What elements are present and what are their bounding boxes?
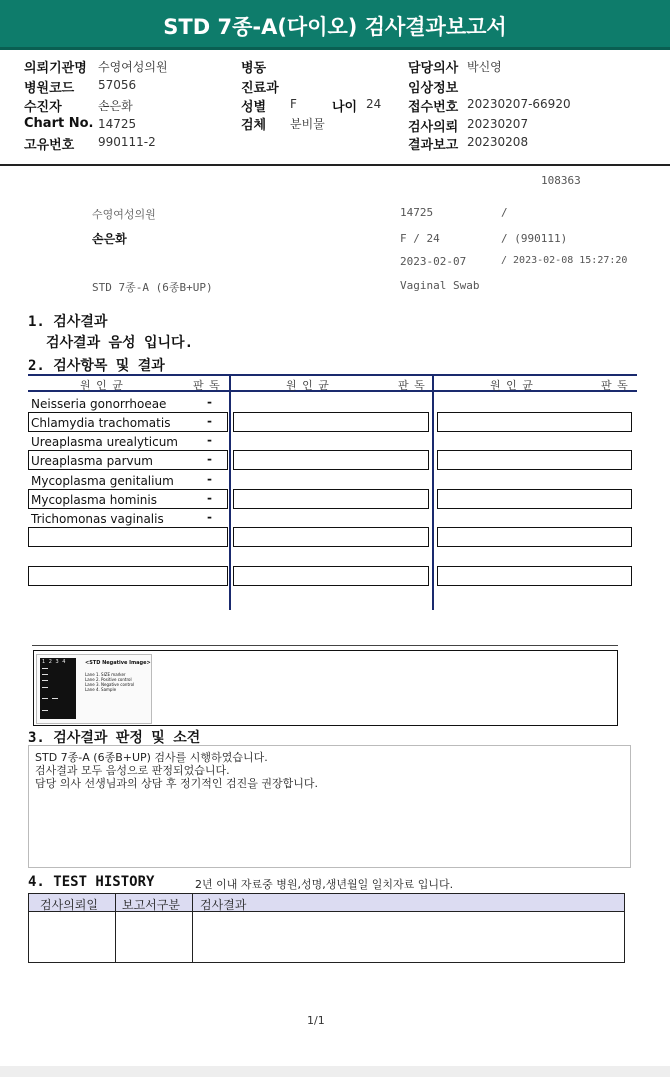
doctor-value: 박신영 [467, 60, 502, 74]
empty-row-box [437, 566, 632, 586]
page-bottom-strip [0, 1066, 670, 1077]
empty-row-box [233, 450, 429, 470]
col-organism-2: 원 인 균 [286, 379, 330, 392]
label-number: 108363 [541, 174, 581, 187]
gel-lane3: Lane 3. Negative control [85, 682, 135, 687]
unique-label: 고유번호 [24, 138, 75, 153]
gel-title: <STD Negative Image> [85, 660, 151, 666]
gel-band [42, 698, 48, 699]
organism-result: - [207, 510, 212, 524]
ward-label: 병동 [241, 61, 267, 76]
clinical-label: 임상정보 [408, 81, 459, 96]
empty-row-box [28, 527, 228, 547]
patient-value: 손은화 [98, 99, 133, 113]
empty-row-box [28, 566, 228, 586]
organism-name: Trichomonas vaginalis [31, 512, 164, 526]
gel-band [42, 680, 48, 681]
organism-result: - [207, 414, 212, 428]
report-label: 결과보고 [408, 138, 459, 153]
col-organism-3: 원 인 균 [490, 379, 534, 392]
history-note: 2년 이내 자료중 병원,성명,생년월일 일치자료 입니다. [195, 878, 454, 891]
history-col-result: 검사결과 [200, 898, 247, 912]
dept-label: 진료과 [241, 81, 279, 96]
label-datetime: / 2023-02-08 15:27:20 [501, 255, 628, 266]
sex-value: F [290, 97, 297, 111]
organism-name: Ureaplasma parvum [31, 454, 153, 468]
empty-row-box [233, 527, 429, 547]
table-divider-2 [432, 374, 434, 610]
opinion-line-3: 담당 의사 선생님과의 상담 후 정기적인 검진을 권장합니다. [35, 777, 318, 790]
request-label: 검사의뢰 [408, 120, 459, 135]
organism-name: Mycoplasma hominis [31, 493, 157, 507]
gel-band [42, 710, 48, 711]
age-value: 24 [366, 97, 382, 111]
specimen-label: 검체 [241, 118, 267, 133]
empty-row-box [437, 450, 632, 470]
opinion-line-2: 검사결과 모두 음성으로 판정되었습니다. [35, 764, 230, 777]
report-value: 20230208 [467, 135, 529, 149]
empty-row-box [437, 489, 632, 509]
label-birth: / (990111) [501, 232, 568, 245]
empty-row-box [437, 527, 632, 547]
col-result-3: 판 독 [601, 379, 629, 392]
section4-title: 4. TEST HISTORY [28, 874, 155, 890]
chart-value: 14725 [98, 117, 137, 131]
gel-lane-numbers: 1 2 3 4 [42, 659, 67, 665]
organism-result: - [207, 491, 212, 505]
label-sex-age: F / 24 [400, 232, 440, 245]
gel-band [42, 674, 48, 675]
section1-summary: 검사결과 음성 입니다. [46, 335, 194, 351]
info-divider [0, 164, 670, 166]
label-chart: 14725 [400, 206, 434, 219]
table-top-rule [28, 374, 637, 376]
col-organism-1: 원 인 균 [80, 379, 124, 392]
empty-row-box [233, 489, 429, 509]
col-result-1: 판 독 [193, 379, 221, 392]
report-title: STD 7종-A(다이오) 검사결과보고서 [163, 15, 507, 39]
empty-row-box [437, 412, 632, 432]
gel-photo [40, 658, 76, 719]
organism-result: - [207, 472, 212, 486]
gel-top-rule [32, 645, 618, 646]
col-result-2: 판 독 [398, 379, 426, 392]
organism-name: Chlamydia trachomatis [31, 416, 171, 430]
organism-result: - [207, 452, 212, 466]
label-clinic: 수영여성의원 [92, 208, 156, 221]
organism-name: Ureaplasma urealyticum [31, 435, 178, 449]
empty-row-box [233, 412, 429, 432]
unique-value: 990111-2 [98, 135, 156, 149]
label-slash: / [501, 206, 508, 219]
empty-row-box [233, 566, 429, 586]
gel-lane1: Lane 1. SIZE marker [85, 672, 126, 677]
history-col-divider [115, 893, 116, 963]
label-test: STD 7종-A (6종B+UP) [92, 281, 213, 294]
gel-band [42, 668, 48, 669]
label-name: 손은화 [92, 232, 127, 246]
section2-title: 2. 검사항목 및 결과 [28, 358, 165, 374]
label-date: 2023-02-07 [400, 255, 467, 268]
gel-lane2: Lane 2. Positive control [85, 677, 132, 682]
history-col-report-type: 보고서구분 [122, 898, 180, 912]
history-col-divider [192, 893, 193, 963]
code-value: 57056 [98, 78, 137, 92]
section3-title: 3. 검사결과 판정 및 소견 [28, 730, 201, 746]
history-header-rule [28, 911, 625, 912]
label-specimen: Vaginal Swab [400, 279, 480, 292]
receipt-value: 20230207-66920 [467, 97, 571, 111]
opinion-line-1: STD 7종-A (6종B+UP) 검사를 시행하였습니다. [35, 751, 268, 764]
organism-name: Neisseria gonorrhoeae [31, 397, 167, 411]
gel-band [52, 698, 58, 699]
section1-title: 1. 검사결과 [28, 314, 108, 330]
institution-value: 수영여성의원 [98, 60, 168, 74]
specimen-value: 분비물 [290, 117, 325, 131]
doctor-label: 담당의사 [408, 61, 459, 76]
chart-label: Chart No. [24, 116, 94, 131]
organism-result: - [207, 433, 212, 447]
gel-band [42, 687, 48, 688]
organism-result: - [207, 395, 212, 409]
receipt-label: 접수번호 [408, 100, 459, 115]
sex-label: 성별 [241, 100, 267, 115]
request-value: 20230207 [467, 117, 529, 131]
organism-name: Mycoplasma genitalium [31, 474, 174, 488]
gel-lane4: Lane 4. Sample [85, 687, 117, 692]
age-label: 나이 [332, 100, 358, 115]
history-col-request-date: 검사의뢰일 [40, 898, 98, 912]
gel-thumbnail [36, 654, 152, 724]
table-divider-1 [229, 374, 231, 610]
page-number: 1/1 [307, 1014, 325, 1027]
patient-label: 수진자 [24, 100, 62, 115]
code-label: 병원코드 [24, 81, 75, 96]
history-header-row [29, 894, 624, 911]
institution-label: 의뢰기관명 [24, 61, 87, 76]
